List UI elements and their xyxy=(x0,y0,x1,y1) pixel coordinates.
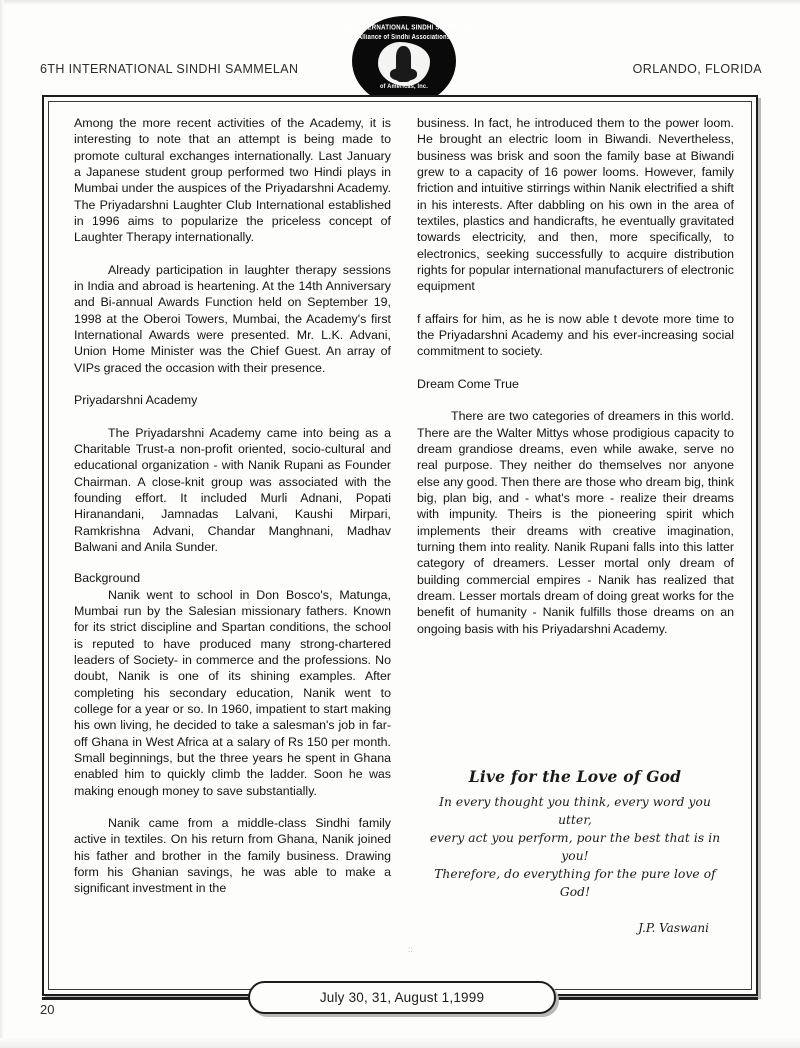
seal-emblem-shape xyxy=(378,42,430,86)
inspirational-quote-block xyxy=(425,767,725,935)
paragraph: There are two categories of dreamers in this world. There are the Walter Mittys whose prodigious capacity to dream grandiose dreams, even while awake, serve no real purpose. They neither do themselves nor anyone else any good. Then there are those who dream big, think big, plan big, and - what's more - realize their dreams with impunity. Theirs is the pioneering spirit which implements their dreams with creative imagination, turning them into reality. Nanik Rupani falls into this latter category of dreamers. Lesser mortal only dream of building commercial empires - Nanik has realized that dream. Lesser mortals dream of doing great works for the benefit of humanity - Nanik fulfills those dreams on an ongoing basis with his Priyadarshni Academy. xyxy=(417,409,734,636)
quote-title: Live for the Love of God xyxy=(468,767,682,786)
paragraph: Already participation in laughter therapy sessions in India and abroad is heartening. At the 14th Anniversary and Bi-annual Awards Function held on September 19, 1998 at the Oberoi Towers, Mumbai, the Academy's first International Awards were presented. Mr. L.K. Advani, Union Home Minister was the Chief Guest. An array of VIPs graced the occasion with their presence. xyxy=(74,262,391,375)
paragraph: f affairs for him, as he is now able t devote more time to the Priyadarshni Academy and his ever-increasing social commitment to society. xyxy=(417,311,734,359)
quote-attribution: J.P. Vaswani xyxy=(638,921,709,935)
quote-line-3: Therefore, do everything for the pure love of God! xyxy=(434,867,716,899)
section-heading-priyadarshni-academy: Priyadarshni Academy xyxy=(74,393,198,408)
running-header-right xyxy=(633,62,762,76)
seal-arc-top-secondary: Alliance of Sindhi Associations xyxy=(357,34,451,42)
running-header-left-text: 6TH INTERNATIONAL SINDHI SAMMELAN xyxy=(40,62,299,76)
page-number: 20 xyxy=(40,1002,55,1017)
running-header-right-text: ORLANDO, FLORIDA xyxy=(632,62,762,76)
seal-arc-bottom: of Americas, Inc. xyxy=(380,83,428,91)
paragraph: Nanik went to school in Don Bosco's, Matunga, Mumbai run by the Salesian missionary fathers. Known for its strict discipline and Spartan conditions, the school is reputed to have produced many strong-chartered leaders of Society- in commerce and the professions. No doubt, Nanik is one of its shining examples. After completing his secondary education, Nanik went to college for a year or so. In 1960, impatient to start making his own living, he decided to take a salesman's job in far-off Ghana in West Africa at a salary of Rs 150 per month. Small beginnings, but the three years he spent in Ghana enabled him to quickly climb the ladder. Soon he was making enough money to save substantially. xyxy=(74,587,391,798)
right-column xyxy=(417,115,734,975)
footer-rule-right xyxy=(552,997,758,1000)
footer-date-pill xyxy=(248,981,556,1014)
two-column-body xyxy=(74,115,734,975)
seal-emblem-figure xyxy=(396,46,411,82)
scan-edge-bottom xyxy=(0,1038,800,1048)
content-frame xyxy=(42,95,758,996)
footer-dates: July 30, 31, August 1,1999 xyxy=(319,990,485,1005)
quote-line-1: In every thought you think, every word you utter, xyxy=(439,795,711,827)
scan-artifact-speck: :: xyxy=(408,945,413,954)
scan-edge-left xyxy=(0,0,4,1048)
section-heading-background: Background xyxy=(74,571,141,586)
running-header-left xyxy=(40,62,298,76)
quote-line-2: every act you perform, pour the best that is in you! xyxy=(429,831,721,863)
section-heading-dream-come-true: Dream Come True xyxy=(417,376,519,391)
scan-edge-top xyxy=(0,0,800,5)
paragraph: Among the more recent activities of the Academy, it is interesting to note that an attempt is being made to promote cultural exchanges internationally. Last January a Japanese student group performed two Hindi plays in Mumbai under the auspices of the Priyadarshni Academy. The Priyadarshni Laughter Club International established in 1996 aims to popularize the priceless concept of Laughter Therapy internationally. xyxy=(74,116,391,245)
paragraph: Nanik came from a middle-class Sindhi family active in textiles. On his return from Ghana, Nanik joined his father and brother in the family business. Drawing form his Ghanian savings, he was able to make a significant investment in the xyxy=(74,816,391,896)
paragraph: business. In fact, he introduced them to the power loom. He brought an electric loom in Biwandi. Nevertheless, business was brisk and soon the family base at Biwandi grew to a capacity of 16 power looms. However, family friction and intuitive stirrings within Nanik electrified a shift in his interests. After dabbling on his own in the area of textiles, plastics and handicrafts, he eventually gravitated towards electricity, and then, more specifically, to electronics, seeking successfully to acquire distribution rights for popular international manufacturers of electronic equipment xyxy=(417,116,734,294)
left-column xyxy=(74,115,391,975)
footer-rule-left xyxy=(42,997,250,1000)
seal-arc-top: 6th INTERNATIONAL SINDHI SAMMELAN xyxy=(345,23,473,32)
paragraph: The Priyadarshni Academy came into being as a Charitable Trust-a non-profit oriented, socio-cultural and educational organization - with Nanik Rupani as Founder Chairman. A close-knit group was associated with the founding effort. It included Murli Adnani, Popati Hiranandani, Jamnadas Lalvani, Kaushi Mirpari, Ramkrishna Advani, Chandar Manghnani, Madhav Balwani and Anila Sunder. xyxy=(74,425,391,554)
